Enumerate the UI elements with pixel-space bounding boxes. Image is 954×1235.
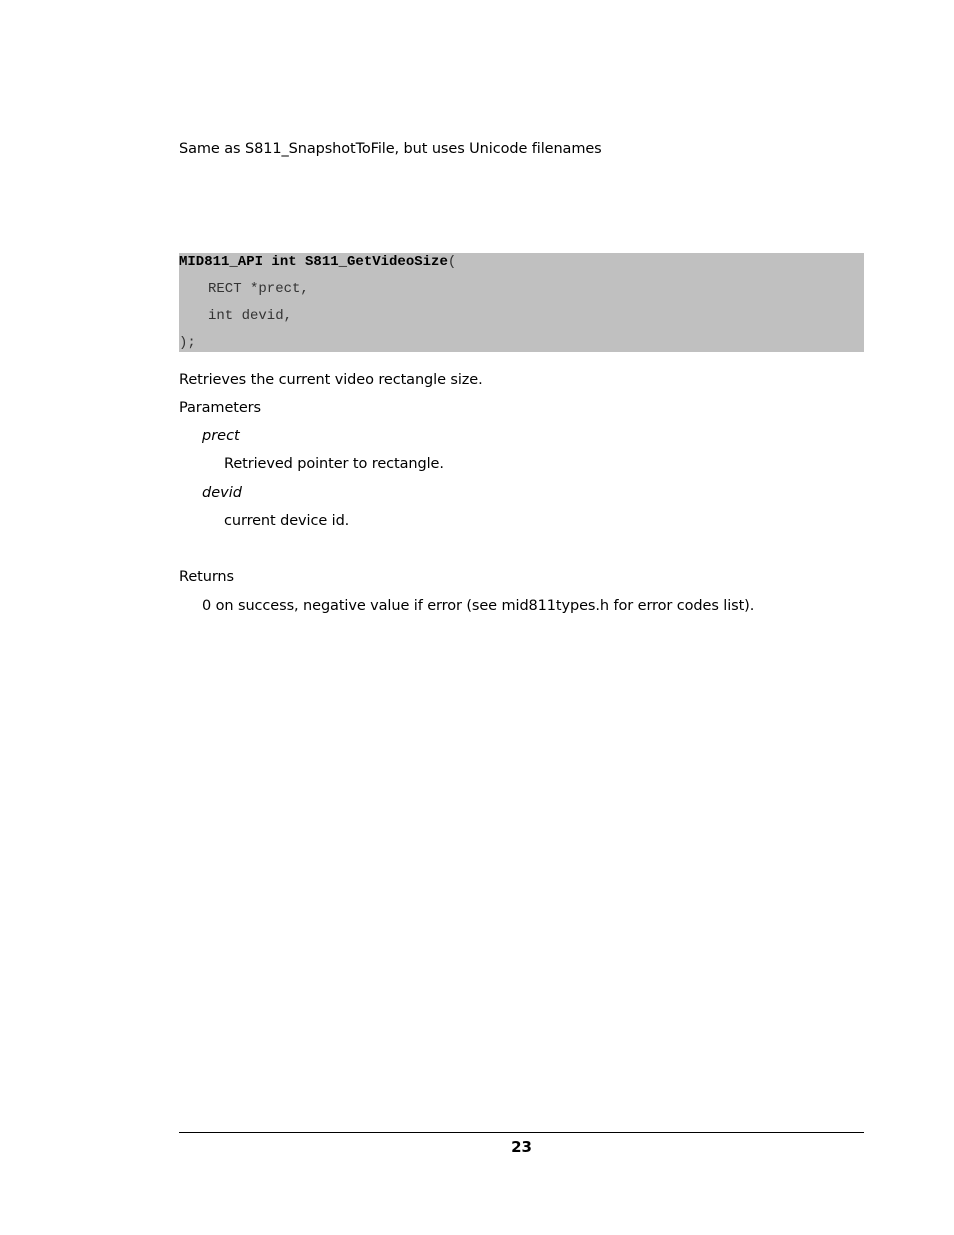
footer-divider: [179, 1132, 864, 1133]
code-block: [179, 253, 864, 352]
param-desc-prect: Retrieved pointer to rectangle.: [224, 456, 444, 472]
returns-heading: Returns: [179, 569, 234, 585]
param-name-prect: prect: [202, 428, 240, 444]
param-desc-devid: current device id.: [224, 513, 350, 529]
function-signature-name: MID811_API int S811_GetVideoSize: [179, 254, 448, 270]
intro-text: Same as S811_SnapshotToFile, but uses Unicode filenames: [179, 141, 602, 157]
returns-description: 0 on success, negative value if error (see mid811types.h for error codes list).: [202, 598, 755, 614]
function-signature: [179, 253, 456, 271]
function-description: Retrieves the current video rectangle size.: [179, 372, 483, 388]
page-number: 23: [511, 1138, 532, 1156]
parameters-heading: Parameters: [179, 400, 261, 416]
code-close: );: [179, 335, 196, 351]
code-param-devid: int devid,: [208, 308, 293, 324]
code-param-prect: RECT *prect,: [208, 281, 309, 297]
param-name-devid: devid: [202, 485, 242, 501]
open-paren: (: [447, 254, 457, 270]
